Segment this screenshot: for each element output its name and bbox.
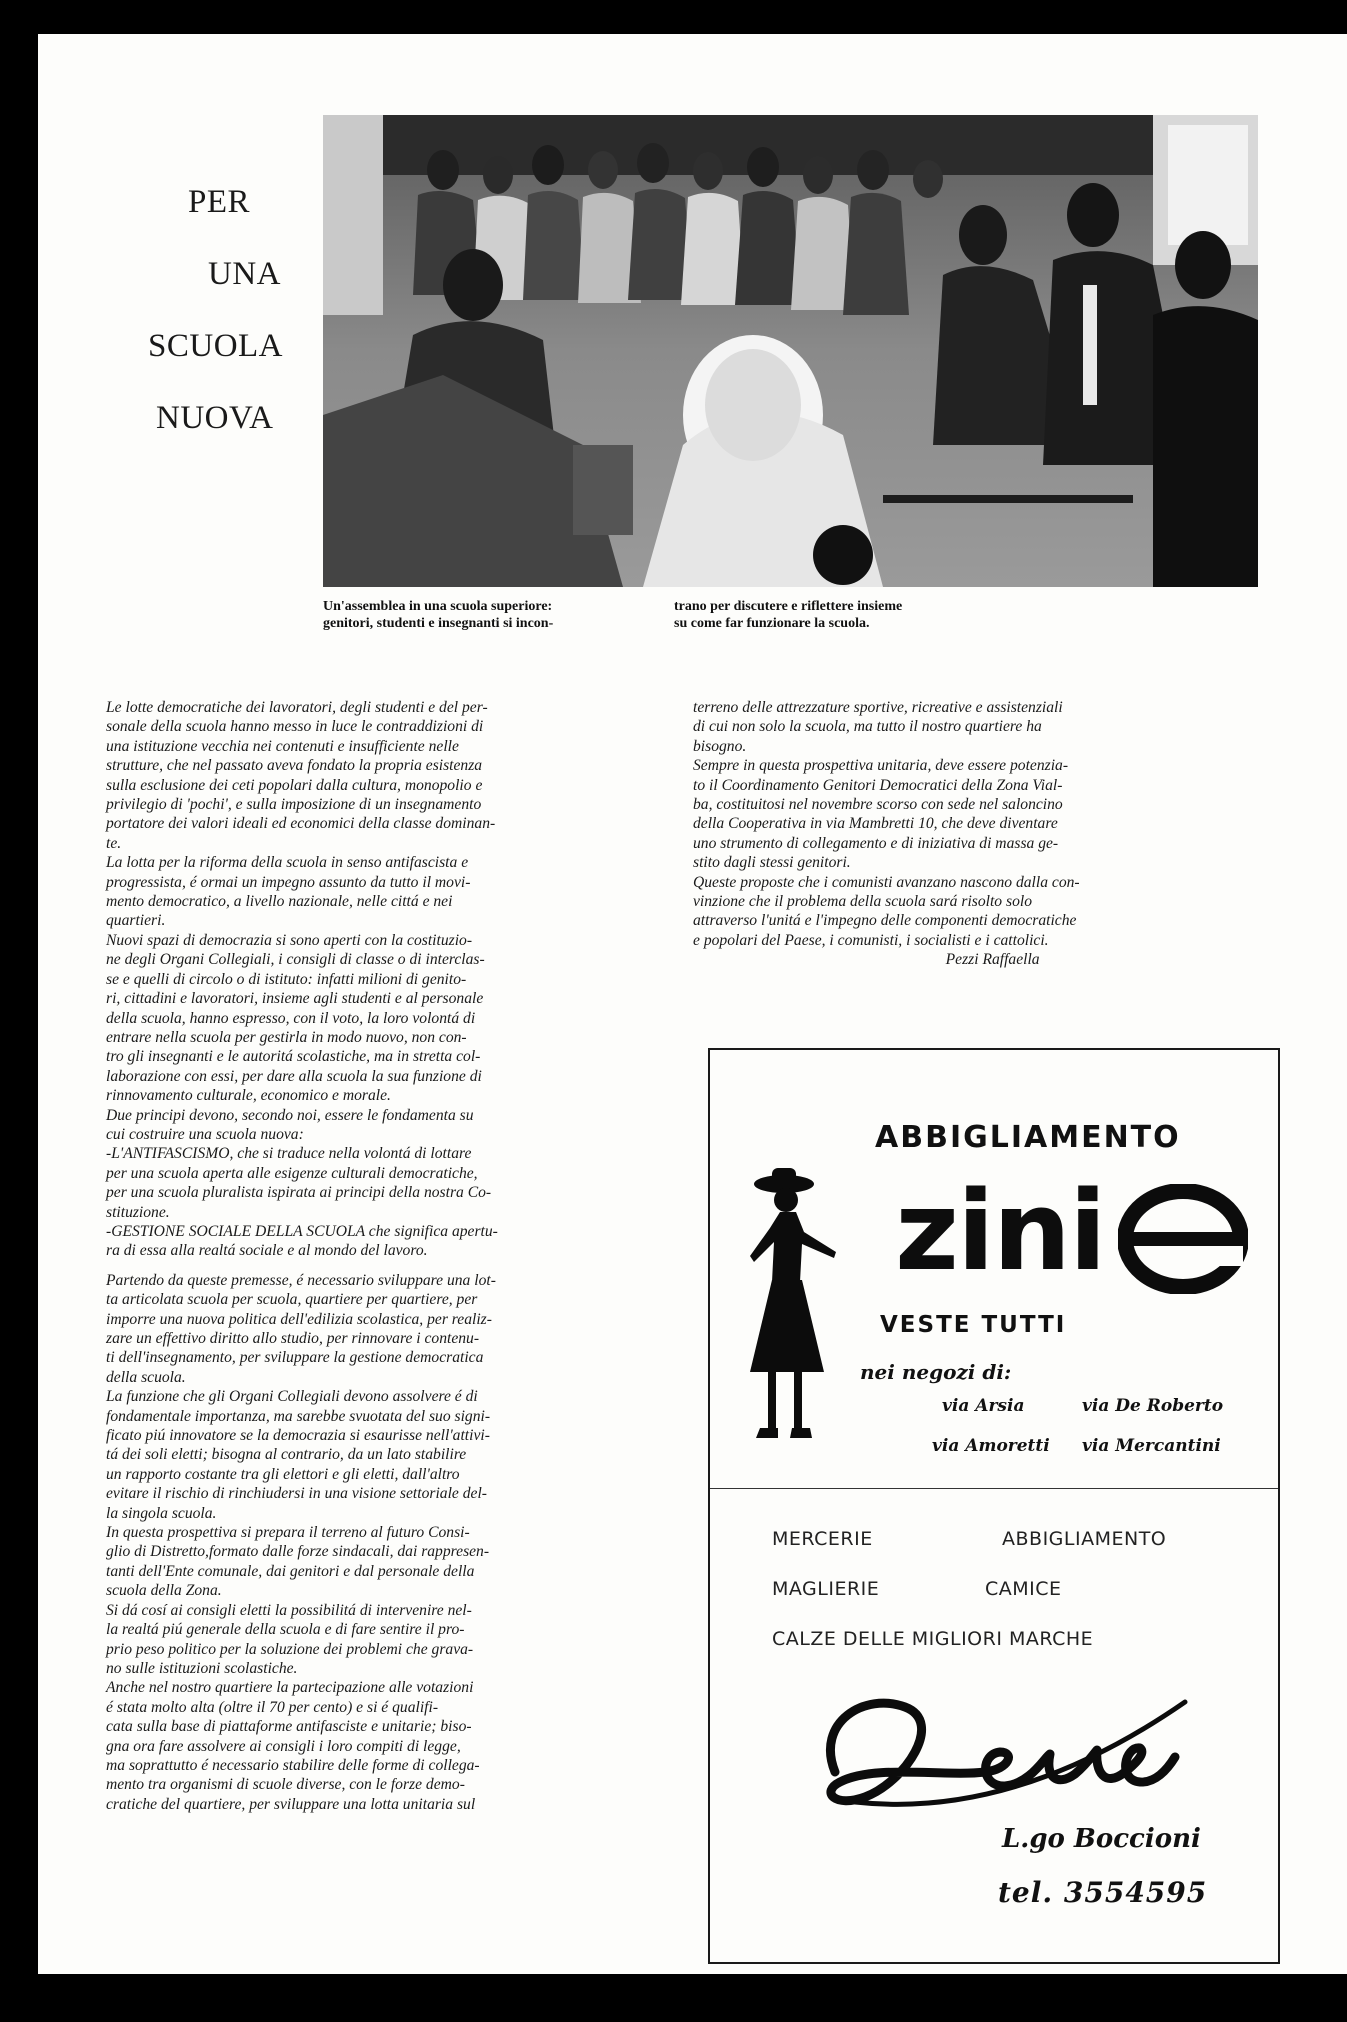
article-line: di cui non solo la scuola, ma tutto il nostro quartiere ha: [693, 718, 1042, 736]
article-line: della scuola.: [106, 1368, 186, 1386]
article-line: una istituzione vecchia nei contenuti e insufficiente nelle: [106, 737, 459, 755]
article-line: la realtá piú generale della scuola e di fare sentire il pro-: [106, 1621, 465, 1639]
article-left-column: [106, 698, 498, 1814]
article-line: scuola della Zona.: [106, 1582, 222, 1600]
article-line: Si dá cosí ai consigli eletti la possibilitá di intervenire nel-: [106, 1601, 472, 1619]
photo-caption-left: [323, 598, 553, 632]
article-line: prio peso politico per la soluzione dei problemi che grava-: [106, 1640, 474, 1658]
article-line: vinzione che il problema della scuola sará risolto solo: [693, 893, 1032, 911]
article-line: cui costruire una scuola nuova:: [106, 1125, 304, 1143]
article-line: e popolari del Paese, i comunisti, i socialisti e i cattolici.: [693, 931, 1049, 949]
article-line: entrare nella scuola per gestirla in modo nuovo, non con-: [106, 1028, 467, 1046]
article-line: bisogno.: [693, 737, 747, 755]
article-line: se e quelli di circolo o di istituto: infatti milioni di genito-: [106, 970, 467, 988]
lena-line-mercerie: MERCERIE: [772, 1528, 873, 1550]
article-line: ficato piú innovatore se la democrazia si esaurisse nell'attivi-: [106, 1427, 490, 1445]
lena-address: L.go Boccioni: [1002, 1824, 1201, 1854]
caption-right-line: su come far funzionare la scuola.: [674, 616, 870, 631]
article-line: Le lotte democratiche dei lavoratori, degli studenti e del per-: [106, 699, 488, 716]
article-line: un rapporto costante tra gli elettori e gli eletti, dall'altro: [106, 1465, 460, 1483]
article-line: Nuovi spazi di democrazia si sono aperti con la costituzio-: [106, 931, 473, 949]
article-line: glio di Distretto,formato dalle forze sindacali, dai rappresen-: [106, 1543, 490, 1561]
zini-address-1: via Arsia: [942, 1396, 1025, 1416]
article-line: sulla esclusione dei ceti popolari dalla cultura, monopolio e: [106, 776, 483, 794]
article-line: La funzione che gli Organi Collegiali devono assolvere é di: [106, 1388, 478, 1406]
article-line: Anche nel nostro quartiere la partecipazione alle votazioni: [106, 1679, 474, 1697]
assembly-photo-image: [323, 115, 1258, 587]
woman-figure-icon: [746, 1162, 846, 1462]
zini-tagline: VESTE TUTTI: [880, 1312, 1067, 1338]
article-line: stito dagli stessi genitori.: [693, 854, 851, 872]
article-line: laborazione con essi, per dare alla scuola la sua funzione di: [106, 1067, 482, 1085]
zini-ad-title: ABBIGLIAMENTO: [875, 1120, 1181, 1155]
assembly-photo: [323, 115, 1258, 587]
article-signature: Pezzi Raffaella: [945, 951, 1040, 969]
article-line: progressista, é ormai un impegno assunto da tutto il movi-: [106, 873, 471, 891]
article-right-column: [693, 698, 1080, 970]
article-line: della Cooperativa in via Mambretti 10, che deve diventare: [693, 815, 1058, 833]
article-line: privilegio di 'pochi', e sulla imposizione di un insegnamento: [106, 796, 482, 814]
article-line: per una scuola pluralista ispirata ai principi della nostra Co-: [106, 1184, 492, 1202]
article-line: -GESTIONE SOCIALE DELLA SCUOLA che significa apertu-: [106, 1222, 498, 1240]
article-line: cratiche del quartiere, per sviluppare una lotta unitaria sul: [106, 1795, 476, 1813]
article-line: Partendo da queste premesse, é necessario sviluppare una lot-: [106, 1271, 496, 1289]
zini-stores-label: nei negozi di:: [860, 1360, 1012, 1384]
article-line: Due principi devono, secondo noi, essere le fondamenta su: [106, 1106, 474, 1124]
lena-script-logo: [795, 1662, 1195, 1832]
zini-brand-e-logo-icon: [1118, 1184, 1248, 1294]
zini-brand: zini: [895, 1167, 1105, 1295]
article-line: ri, cittadini e lavoratori, insieme agli studenti e al personale: [106, 990, 484, 1008]
zini-address-4: via Mercantini: [1082, 1436, 1221, 1456]
caption-right-line: trano per discutere e riflettere insieme: [674, 599, 903, 614]
zini-address-3: via Amoretti: [932, 1436, 1050, 1456]
article-line: portatore dei valori ideali ed economici della classe dominan-: [106, 815, 496, 833]
zini-address-2: via De Roberto: [1082, 1396, 1224, 1416]
article-line: imporre una nuova politica dell'edilizia scolastica, per realiz-: [106, 1310, 492, 1328]
article-line: ra di essa alla realtá sociale e al mondo del lavoro.: [106, 1242, 428, 1260]
article-line: cata sulla base di piattaforme antifasciste e unitarie; biso-: [106, 1718, 472, 1736]
caption-left-line: genitori, studenti e insegnanti si incon-: [323, 616, 554, 631]
article-line: ne degli Organi Collegiali, i consigli di classe o di interclas-: [106, 951, 485, 969]
article-line: stituzione.: [106, 1203, 170, 1221]
article-line: tanti dell'Ente comunale, dai genitori e dal personale della: [106, 1562, 475, 1580]
lena-telephone: tel. 3554595: [998, 1876, 1208, 1909]
lena-line-maglierie: MAGLIERIE: [772, 1578, 880, 1600]
lena-line-calze: CALZE DELLE MIGLIORI MARCHE: [772, 1628, 1094, 1650]
article-line: evitare il rischio di rinchiudersi in una visione settoriale del-: [106, 1485, 487, 1503]
article-line: Queste proposte che i comunisti avanzano nascono dalla con-: [693, 873, 1080, 891]
lena-line-abbigliamento: ABBIGLIAMENTO: [1002, 1528, 1167, 1550]
article-line: te.: [106, 834, 122, 852]
article-line: mento democratico, a livello nazionale, nelle cittá e nei: [106, 893, 453, 911]
article-line: della scuola, hanno espresso, con il voto, la loro volontá di: [106, 1009, 476, 1027]
article-line: ma soprattutto é necessario stabilire delle forme di collega-: [106, 1756, 480, 1774]
lena-line-camice: CAMICE: [985, 1578, 1062, 1600]
paragraph-gap: [106, 1261, 498, 1271]
article-line: rinnovamento culturale, economico e morale.: [106, 1087, 391, 1105]
article-line: mento tra organismi di scuole diverse, con le forze demo-: [106, 1776, 465, 1794]
article-line: terreno delle attrezzature sportive, ricreative e assistenziali: [693, 699, 1063, 716]
article-line: strutture, che nel passato aveva fondato la propria esistenza: [106, 757, 483, 775]
caption-left-line: Un'assemblea in una scuola superiore:: [323, 599, 553, 614]
article-line: gna ora fare assolvere ai consigli i loro compiti di legge,: [106, 1737, 461, 1755]
article-line: In questa prospettiva si prepara il terreno al futuro Consi-: [106, 1524, 470, 1542]
ad-divider: [710, 1488, 1278, 1489]
magazine-page: PER UNA SCUOLA NUOVA Un'assemblea in una scuola superiore: genitori, studenti e insegnanti si incon- trano per discutere e riflettere insieme su come far funzionare la scuola. Le lotte democratiche dei lavoratori, degli studenti e del per- sonale della scuola hanno messo in luce le contraddizioni di una istituzione vecchia nei contenuti e insufficiente nelle strutture, che nel passato aveva fondato la propria esistenza sulla esclusione dei ceti popolari dalla cultura, monopolio e privilegio di 'pochi', e sulla imposizione di un insegnamento portatore dei valori ideali ed economici della classe dominan- te. La lotta per la riforma della scuola in senso antifascista e progressista, é ormai un impegno assunto da tutto il movi- mento democratico, a livello nazionale, nelle cittá e nei quartieri. Nuovi spazi di democrazia si sono aperti con la costituzio- ne degli Organi Collegiali, i consigli di classe o di interclas- se e quelli di circolo o di istituto: infatti milioni di genito- ri, cittadini e lavoratori, insieme agli studenti e al personale della scuola, hanno espresso, con il voto, la loro volontá di entrare nella scuola per gestirla in modo nuovo, non con- tro gli insegnanti e le autoritá scolastiche, ma in stretta col- laborazione con essi, per dare alla scuola la sua funzione di rinnovamento culturale, economico e morale. Due principi devono, secondo noi, essere le fondamenta su cui costruire una scuola nuova: -L'ANTIFASCISMO, che si traduce nella volontá di lottare per una scuola aperta alle esigenze culturali democratiche, per una scuola pluralista ispirata ai principi della nostra Co- stituzione. -GESTIONE SOCIALE DELLA SCUOLA che significa apertu- ra di essa alla realtá sociale e al mondo del lavoro. Partendo da queste premesse, é necessario sviluppare una lot- ta articolata scuola per scuola, quartiere per quartiere, per imporre una nuova politica dell'edilizia scolastica, per realiz- zare un effettivo diritto allo studio, per rinnovare i contenu- ti dell'insegnamento, per sviluppare la gestione democratica della scuola. La funzione che gli Organi Collegiali devono assolvere é di fondamentale importanza, ma sarebbe svuotata del suo signi- ficato piú innovatore se la democrazia si esaurisse nell'attivi- tá dei soli eletti; bisogna al contrario, da un lato stabilire un rapporto costante tra gli elettori e gli eletti, dall'altro evitare il rischio di rinchiudersi in una visione settoriale del- la singola scuola. In questa prospettiva si prepara il terreno al futuro Consi- glio di Distretto,formato dalle forze sindacali, dai rappresen- tanti dell'Ente comunale, dai genitori e dal personale della scuola della Zona. Si dá cosí ai consigli eletti la possibilitá di intervenire nel- la realtá piú generale della scuola e di fare sentire il pro- prio peso politico per la soluzione dei problemi che grava- no sulle istituzioni scolastiche. Anche nel nostro quartiere la partecipazione alle votazioni é stata molto alta (oltre il 70 per cento) e si é qualifi- cata sulla base di piattaforme antifasciste e unitarie; biso- gna ora fare assolvere ai consigli i loro compiti di legge, ma soprattutto é necessario stabilire delle forme di collega- mento tra organismi di scuole diverse, con le forze demo- cratiche del quartiere, per sviluppare una lotta unitaria sul terreno delle attrezzature sportive, ricreative e assistenziali di cui non solo la scuola, ma tutto il nostro quartiere ha bisogno. Sempre in questa prospettiva unitaria, deve essere potenzia- to il Coordinamento Genitori Democratici della Zona Vial- ba, costituitosi nel novembre scorso con sede nel saloncino della Cooperativa in via Mambretti 10, che deve diventare uno strumento di collegamento e di iniziativa di massa ge- stito dagli stessi genitori. Queste proposte che i comunisti avanzano nascono dalla con- vinzione che il problema della scuola sará risolto solo attraverso l'unitá e l'impegno delle componenti democratiche e popolari del Paese, i comunisti, i socialisti e i cattolici. Pezzi Raffaella ABBIGLIAMENTO zini VESTE TUTTI nei negozi di: via Arsia via De Roberto via Amoretti via Mercantini MERCERIE ABBIGLIAMENTO MAGLIERIE CAMICE CALZE DELLE MIGLIORI MARCHE L.go Boccioni tel. 3554595: [38, 34, 1347, 1974]
article-line: La lotta per la riforma della scuola in senso antifascista e: [106, 854, 469, 872]
article-line: quartieri.: [106, 912, 166, 930]
article-line: uno strumento di collegamento e di iniziativa di massa ge-: [693, 834, 1059, 852]
article-line: ta articolata scuola per scuola, quartiere per quartiere, per: [106, 1291, 478, 1309]
article-line: tá dei soli eletti; bisogna al contrario, da un lato stabilire: [106, 1446, 467, 1464]
article-line: attraverso l'unitá e l'impegno delle componenti democratiche: [693, 912, 1077, 930]
article-line: fondamentale importanza, ma sarebbe svuotata del suo signi-: [106, 1407, 491, 1425]
article-line: per una scuola aperta alle esigenze culturali democratiche,: [106, 1164, 478, 1182]
article-line: Sempre in questa prospettiva unitaria, deve essere potenzia-: [693, 757, 1069, 775]
advertisement-box: [708, 1048, 1280, 1964]
article-line: é stata molto alta (oltre il 70 per cento) e si é qualifi-: [106, 1698, 439, 1716]
article-line: ba, costituitosi nel novembre scorso con sede nel saloncino: [693, 796, 1063, 814]
article-line: zare un effettivo diritto allo studio, per rinnovare i contenu-: [106, 1330, 480, 1347]
article-line: sonale della scuola hanno messo in luce le contraddizioni di: [106, 718, 484, 736]
article-line: no sulle istituzioni scolastiche.: [106, 1659, 298, 1677]
photo-caption-right: [674, 598, 902, 632]
article-line: to il Coordinamento Genitori Democratici della Zona Vial-: [693, 776, 1063, 794]
article-line: -L'ANTIFASCISMO, che si traduce nella volontá di lottare: [106, 1145, 472, 1163]
article-line: ti dell'insegnamento, per sviluppare la gestione democratica: [106, 1349, 484, 1367]
article-line: la singola scuola.: [106, 1504, 217, 1522]
article-line: tro gli insegnanti e le autoritá scolastiche, ma in stretta col-: [106, 1048, 481, 1066]
